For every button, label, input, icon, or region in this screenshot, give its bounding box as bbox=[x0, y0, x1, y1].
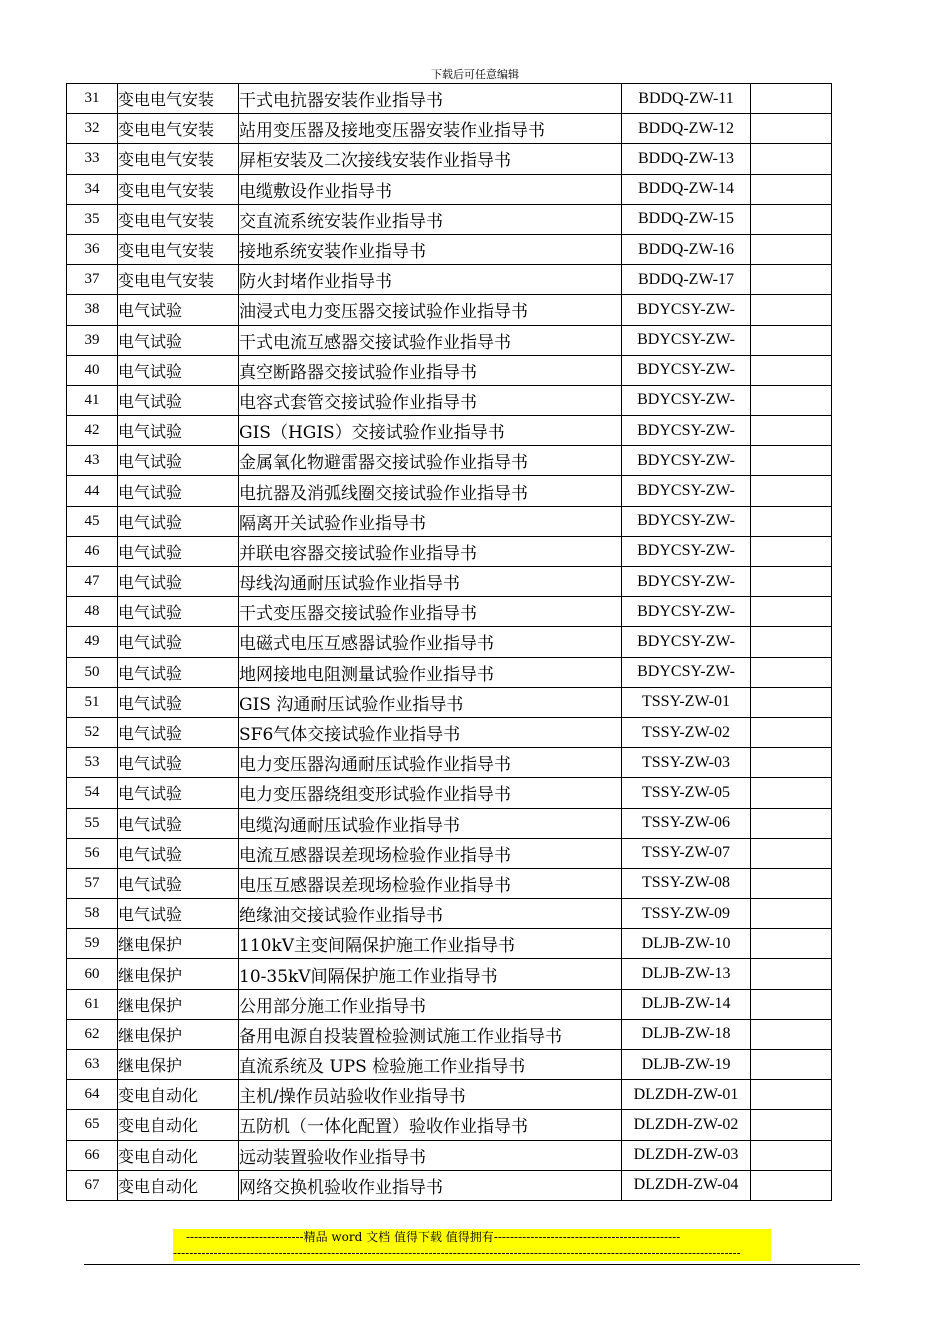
row-document-code: DLJB-ZW-18 bbox=[622, 1019, 751, 1049]
row-document-name: 油浸式电力变压器交接试验作业指导书 bbox=[239, 295, 622, 325]
row-document-name: 远动装置验收作业指导书 bbox=[239, 1140, 622, 1170]
row-category: 电气试验 bbox=[118, 778, 239, 808]
row-note bbox=[751, 1080, 832, 1110]
row-note bbox=[751, 476, 832, 506]
row-category: 变电自动化 bbox=[118, 1080, 239, 1110]
row-note bbox=[751, 929, 832, 959]
table-row bbox=[67, 567, 832, 597]
table-row bbox=[67, 295, 832, 325]
table-row bbox=[67, 325, 832, 355]
table-row bbox=[67, 204, 832, 234]
row-document-code: TSSY-ZW-05 bbox=[622, 778, 751, 808]
row-number: 36 bbox=[67, 234, 118, 264]
row-document-name: 干式变压器交接试验作业指导书 bbox=[239, 597, 622, 627]
table-row bbox=[67, 234, 832, 264]
row-document-code: DLZDH-ZW-03 bbox=[622, 1140, 751, 1170]
table-row bbox=[67, 838, 832, 868]
row-document-name: GIS（HGIS）交接试验作业指导书 bbox=[239, 416, 622, 446]
footer-watermark-line-1: -----------------------------精品 word 文档 值得下载 值得拥有---------------------------------------------- bbox=[173, 1229, 771, 1245]
row-document-code: TSSY-ZW-08 bbox=[622, 868, 751, 898]
row-document-name: 绝缘油交接试验作业指导书 bbox=[239, 899, 622, 929]
table-row bbox=[67, 657, 832, 687]
row-note bbox=[751, 627, 832, 657]
row-category: 继电保护 bbox=[118, 989, 239, 1019]
row-document-name: 电力变压器绕组变形试验作业指导书 bbox=[239, 778, 622, 808]
row-document-name: 电抗器及消弧线圈交接试验作业指导书 bbox=[239, 476, 622, 506]
row-number: 50 bbox=[67, 657, 118, 687]
row-document-code: BDYCSY-ZW- bbox=[622, 476, 751, 506]
row-category: 变电自动化 bbox=[118, 1170, 239, 1200]
row-number: 55 bbox=[67, 808, 118, 838]
row-number: 49 bbox=[67, 627, 118, 657]
row-category: 电气试验 bbox=[118, 838, 239, 868]
row-category: 电气试验 bbox=[118, 597, 239, 627]
row-category: 继电保护 bbox=[118, 959, 239, 989]
row-document-name: 电缆沟通耐压试验作业指导书 bbox=[239, 808, 622, 838]
row-category: 电气试验 bbox=[118, 899, 239, 929]
table-row bbox=[67, 717, 832, 747]
row-document-code: BDDQ-ZW-17 bbox=[622, 265, 751, 295]
row-number: 52 bbox=[67, 717, 118, 747]
row-document-name: 备用电源自投装置检验测试施工作业指导书 bbox=[239, 1019, 622, 1049]
row-number: 43 bbox=[67, 446, 118, 476]
row-document-name: 隔离开关试验作业指导书 bbox=[239, 506, 622, 536]
row-number: 31 bbox=[67, 84, 118, 114]
row-category: 电气试验 bbox=[118, 657, 239, 687]
row-document-code: DLJB-ZW-19 bbox=[622, 1050, 751, 1080]
row-note bbox=[751, 174, 832, 204]
row-category: 电气试验 bbox=[118, 567, 239, 597]
row-number: 41 bbox=[67, 385, 118, 415]
row-category: 电气试验 bbox=[118, 687, 239, 717]
row-note bbox=[751, 778, 832, 808]
row-note bbox=[751, 1050, 832, 1080]
row-category: 变电电气安装 bbox=[118, 114, 239, 144]
row-category: 电气试验 bbox=[118, 748, 239, 778]
row-number: 60 bbox=[67, 959, 118, 989]
table-row bbox=[67, 355, 832, 385]
row-document-code: BDYCSY-ZW- bbox=[622, 536, 751, 566]
table-row bbox=[67, 597, 832, 627]
row-category: 电气试验 bbox=[118, 446, 239, 476]
row-number: 42 bbox=[67, 416, 118, 446]
row-document-code: BDYCSY-ZW- bbox=[622, 355, 751, 385]
table-row bbox=[67, 506, 832, 536]
row-number: 64 bbox=[67, 1080, 118, 1110]
row-note bbox=[751, 1110, 832, 1140]
row-number: 58 bbox=[67, 899, 118, 929]
row-note bbox=[751, 385, 832, 415]
row-note bbox=[751, 84, 832, 114]
table-body bbox=[67, 84, 832, 1201]
table-row bbox=[67, 1140, 832, 1170]
row-document-name: GIS 沟通耐压试验作业指导书 bbox=[239, 687, 622, 717]
table-row bbox=[67, 808, 832, 838]
row-note bbox=[751, 416, 832, 446]
table-row bbox=[67, 265, 832, 295]
row-document-name: 防火封堵作业指导书 bbox=[239, 265, 622, 295]
row-note bbox=[751, 1170, 832, 1200]
row-note bbox=[751, 1140, 832, 1170]
table-row bbox=[67, 989, 832, 1019]
row-document-code: TSSY-ZW-02 bbox=[622, 717, 751, 747]
row-number: 54 bbox=[67, 778, 118, 808]
table-row bbox=[67, 627, 832, 657]
row-category: 继电保护 bbox=[118, 1050, 239, 1080]
row-document-name: 接地系统安装作业指导书 bbox=[239, 234, 622, 264]
row-number: 63 bbox=[67, 1050, 118, 1080]
row-category: 变电电气安装 bbox=[118, 265, 239, 295]
row-document-code: BDYCSY-ZW- bbox=[622, 657, 751, 687]
row-document-code: BDYCSY-ZW- bbox=[622, 325, 751, 355]
row-note bbox=[751, 234, 832, 264]
row-category: 变电电气安装 bbox=[118, 144, 239, 174]
row-number: 56 bbox=[67, 838, 118, 868]
table-row bbox=[67, 476, 832, 506]
row-number: 66 bbox=[67, 1140, 118, 1170]
row-note bbox=[751, 204, 832, 234]
row-number: 34 bbox=[67, 174, 118, 204]
row-note bbox=[751, 1019, 832, 1049]
row-document-name: 电容式套管交接试验作业指导书 bbox=[239, 385, 622, 415]
row-number: 32 bbox=[67, 114, 118, 144]
row-category: 电气试验 bbox=[118, 506, 239, 536]
footer-rule bbox=[84, 1264, 860, 1265]
row-category: 电气试验 bbox=[118, 355, 239, 385]
row-note bbox=[751, 144, 832, 174]
table-row bbox=[67, 929, 832, 959]
row-category: 电气试验 bbox=[118, 325, 239, 355]
row-category: 电气试验 bbox=[118, 385, 239, 415]
row-document-name: 公用部分施工作业指导书 bbox=[239, 989, 622, 1019]
table-row bbox=[67, 687, 832, 717]
row-category: 继电保护 bbox=[118, 929, 239, 959]
row-number: 45 bbox=[67, 506, 118, 536]
row-document-code: TSSY-ZW-09 bbox=[622, 899, 751, 929]
table-row bbox=[67, 174, 832, 204]
table-row bbox=[67, 1080, 832, 1110]
row-document-name: 母线沟通耐压试验作业指导书 bbox=[239, 567, 622, 597]
row-document-name: 站用变压器及接地变压器安装作业指导书 bbox=[239, 114, 622, 144]
row-document-name: 干式电流互感器交接试验作业指导书 bbox=[239, 325, 622, 355]
row-note bbox=[751, 536, 832, 566]
row-document-code: BDDQ-ZW-13 bbox=[622, 144, 751, 174]
row-document-code: DLZDH-ZW-04 bbox=[622, 1170, 751, 1200]
row-document-code: BDDQ-ZW-16 bbox=[622, 234, 751, 264]
row-category: 电气试验 bbox=[118, 868, 239, 898]
table-row bbox=[67, 84, 832, 114]
table-row bbox=[67, 536, 832, 566]
table-row bbox=[67, 1050, 832, 1080]
row-number: 59 bbox=[67, 929, 118, 959]
table-row bbox=[67, 114, 832, 144]
row-category: 变电自动化 bbox=[118, 1110, 239, 1140]
row-document-name: 电力变压器沟通耐压试验作业指导书 bbox=[239, 748, 622, 778]
row-document-name: 电压互感器误差现场检验作业指导书 bbox=[239, 868, 622, 898]
row-document-name: 真空断路器交接试验作业指导书 bbox=[239, 355, 622, 385]
row-number: 37 bbox=[67, 265, 118, 295]
table-row bbox=[67, 1019, 832, 1049]
row-category: 电气试验 bbox=[118, 416, 239, 446]
row-category: 继电保护 bbox=[118, 1019, 239, 1049]
row-document-code: BDDQ-ZW-12 bbox=[622, 114, 751, 144]
row-note bbox=[751, 838, 832, 868]
row-note bbox=[751, 265, 832, 295]
row-category: 变电自动化 bbox=[118, 1140, 239, 1170]
row-document-code: BDDQ-ZW-15 bbox=[622, 204, 751, 234]
row-document-name: 主机/操作员站验收作业指导书 bbox=[239, 1080, 622, 1110]
row-document-code: TSSY-ZW-01 bbox=[622, 687, 751, 717]
table-row bbox=[67, 1170, 832, 1200]
row-note bbox=[751, 567, 832, 597]
row-document-name: 地网接地电阻测量试验作业指导书 bbox=[239, 657, 622, 687]
row-number: 67 bbox=[67, 1170, 118, 1200]
row-category: 变电电气安装 bbox=[118, 204, 239, 234]
row-document-name: 10-35kV间隔保护施工作业指导书 bbox=[239, 959, 622, 989]
row-number: 53 bbox=[67, 748, 118, 778]
row-note bbox=[751, 717, 832, 747]
row-number: 51 bbox=[67, 687, 118, 717]
row-number: 65 bbox=[67, 1110, 118, 1140]
row-note bbox=[751, 748, 832, 778]
table-row bbox=[67, 778, 832, 808]
row-number: 48 bbox=[67, 597, 118, 627]
row-number: 38 bbox=[67, 295, 118, 325]
row-document-name: 屏柜安装及二次接线安装作业指导书 bbox=[239, 144, 622, 174]
row-number: 44 bbox=[67, 476, 118, 506]
row-document-code: TSSY-ZW-07 bbox=[622, 838, 751, 868]
row-document-code: BDYCSY-ZW- bbox=[622, 295, 751, 325]
table-row bbox=[67, 868, 832, 898]
row-document-code: DLZDH-ZW-01 bbox=[622, 1080, 751, 1110]
row-category: 电气试验 bbox=[118, 476, 239, 506]
row-note bbox=[751, 959, 832, 989]
row-category: 电气试验 bbox=[118, 295, 239, 325]
row-category: 变电电气安装 bbox=[118, 234, 239, 264]
table-row bbox=[67, 144, 832, 174]
row-category: 电气试验 bbox=[118, 808, 239, 838]
row-document-name: SF6气体交接试验作业指导书 bbox=[239, 717, 622, 747]
row-category: 变电电气安装 bbox=[118, 84, 239, 114]
row-note bbox=[751, 114, 832, 144]
row-document-code: TSSY-ZW-03 bbox=[622, 748, 751, 778]
row-number: 62 bbox=[67, 1019, 118, 1049]
row-number: 47 bbox=[67, 567, 118, 597]
row-document-name: 干式电抗器安装作业指导书 bbox=[239, 84, 622, 114]
row-document-code: BDYCSY-ZW- bbox=[622, 446, 751, 476]
table-row bbox=[67, 416, 832, 446]
row-number: 39 bbox=[67, 325, 118, 355]
row-document-name: 110kV主变间隔保护施工作业指导书 bbox=[239, 929, 622, 959]
table-row bbox=[67, 959, 832, 989]
row-note bbox=[751, 657, 832, 687]
table-row bbox=[67, 446, 832, 476]
row-category: 变电电气安装 bbox=[118, 174, 239, 204]
row-number: 35 bbox=[67, 204, 118, 234]
row-document-code: DLJB-ZW-14 bbox=[622, 989, 751, 1019]
row-document-code: DLJB-ZW-10 bbox=[622, 929, 751, 959]
row-note bbox=[751, 295, 832, 325]
row-document-name: 网络交换机验收作业指导书 bbox=[239, 1170, 622, 1200]
row-note bbox=[751, 989, 832, 1019]
row-number: 33 bbox=[67, 144, 118, 174]
footer-watermark-line-2: -------------------------------------------------------------------------------------------------------------------------------------------- bbox=[173, 1245, 771, 1261]
row-note bbox=[751, 325, 832, 355]
row-document-code: BDYCSY-ZW- bbox=[622, 416, 751, 446]
row-document-name: 并联电容器交接试验作业指导书 bbox=[239, 536, 622, 566]
row-document-code: DLJB-ZW-13 bbox=[622, 959, 751, 989]
row-document-name: 五防机（一体化配置）验收作业指导书 bbox=[239, 1110, 622, 1140]
row-document-code: BDYCSY-ZW- bbox=[622, 385, 751, 415]
row-category: 电气试验 bbox=[118, 717, 239, 747]
row-document-code: BDYCSY-ZW- bbox=[622, 506, 751, 536]
row-note bbox=[751, 597, 832, 627]
row-note bbox=[751, 446, 832, 476]
row-document-name: 直流系统及 UPS 检验施工作业指导书 bbox=[239, 1050, 622, 1080]
row-document-code: BDYCSY-ZW- bbox=[622, 597, 751, 627]
row-note bbox=[751, 868, 832, 898]
row-note bbox=[751, 808, 832, 838]
row-document-code: BDDQ-ZW-14 bbox=[622, 174, 751, 204]
row-document-code: BDYCSY-ZW- bbox=[622, 567, 751, 597]
row-document-code: BDYCSY-ZW- bbox=[622, 627, 751, 657]
table-row bbox=[67, 899, 832, 929]
row-document-code: TSSY-ZW-06 bbox=[622, 808, 751, 838]
document-table bbox=[66, 83, 832, 1201]
row-document-name: 交直流系统安装作业指导书 bbox=[239, 204, 622, 234]
header-note: 下载后可任意编辑 bbox=[431, 68, 519, 81]
table-row bbox=[67, 385, 832, 415]
row-note bbox=[751, 355, 832, 385]
row-document-name: 电缆敷设作业指导书 bbox=[239, 174, 622, 204]
row-number: 61 bbox=[67, 989, 118, 1019]
row-document-name: 金属氧化物避雷器交接试验作业指导书 bbox=[239, 446, 622, 476]
row-document-name: 电流互感器误差现场检验作业指导书 bbox=[239, 838, 622, 868]
row-document-code: DLZDH-ZW-02 bbox=[622, 1110, 751, 1140]
table-row bbox=[67, 748, 832, 778]
row-number: 57 bbox=[67, 868, 118, 898]
table-row bbox=[67, 1110, 832, 1140]
row-category: 电气试验 bbox=[118, 627, 239, 657]
row-document-code: BDDQ-ZW-11 bbox=[622, 84, 751, 114]
row-document-name: 电磁式电压互感器试验作业指导书 bbox=[239, 627, 622, 657]
row-category: 电气试验 bbox=[118, 536, 239, 566]
row-number: 40 bbox=[67, 355, 118, 385]
row-number: 46 bbox=[67, 536, 118, 566]
row-note bbox=[751, 899, 832, 929]
row-note bbox=[751, 687, 832, 717]
row-note bbox=[751, 506, 832, 536]
